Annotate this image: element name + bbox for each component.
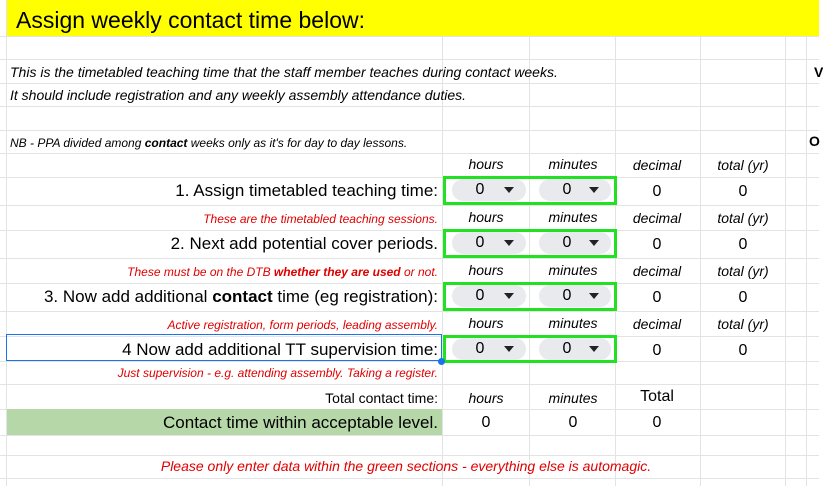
label-suffix: time (eg registration):	[272, 287, 438, 306]
row-label-3[interactable]	[6, 287, 438, 307]
row-label-4[interactable]: 4 Now add additional TT supervision time:	[122, 340, 438, 359]
minutes-dropdown-3[interactable]	[539, 285, 611, 307]
title-banner[interactable]	[7, 0, 819, 36]
dropdown-arrow-icon	[589, 240, 599, 246]
grid-line	[0, 283, 819, 284]
status-message: Contact time within acceptable level.	[163, 413, 438, 432]
dropdown-value: 0	[562, 181, 572, 198]
decimal-value-3[interactable]: 0	[652, 289, 662, 306]
header-hours: hours	[468, 262, 504, 278]
label-prefix: 3. Now add additional	[43, 287, 213, 306]
summary-total-value[interactable]: 0	[652, 414, 662, 431]
header-decimal: decimal	[632, 210, 682, 226]
dropdown-arrow-icon	[589, 293, 599, 299]
nb-note[interactable]	[10, 136, 407, 150]
header-minutes: minutes	[548, 262, 598, 278]
grid-line	[0, 153, 819, 154]
header-total: total (yr)	[717, 157, 769, 173]
header-total: total (yr)	[717, 316, 769, 332]
dropdown-value: 0	[475, 287, 485, 304]
dropdown-arrow-icon	[504, 240, 514, 246]
row-hint-3[interactable]: Active registration, form periods, leading assembly.	[167, 318, 438, 332]
dropdown-value: 0	[562, 340, 572, 357]
dropdown-arrow-icon	[504, 187, 514, 193]
dropdown-value: 0	[562, 234, 572, 251]
minutes-dropdown-1[interactable]	[539, 179, 611, 201]
dropdown-arrow-icon	[589, 346, 599, 352]
total-contact-label[interactable]: Total contact time:	[325, 390, 438, 406]
row-hint-4[interactable]: Just supervision - e.g. attending assembly. Taking a register.	[117, 366, 438, 380]
note-line-1[interactable]: This is the timetabled teaching time that the staff member teaches during contact weeks.	[10, 64, 558, 80]
grid-line	[0, 455, 819, 456]
grid-line	[0, 106, 819, 107]
grid-line	[0, 311, 819, 312]
hint-prefix: These must be on the DTB	[127, 265, 274, 279]
header-minutes: minutes	[548, 315, 598, 331]
grid-line	[0, 130, 819, 131]
summary-header-total: Total	[640, 388, 674, 405]
grid-line	[0, 435, 819, 436]
hours-dropdown-2[interactable]	[452, 232, 526, 254]
header-total: total (yr)	[717, 263, 769, 279]
header-hours: hours	[468, 209, 504, 225]
decimal-value-1[interactable]: 0	[652, 183, 662, 200]
decimal-value-2[interactable]: 0	[652, 236, 662, 253]
header-minutes: minutes	[548, 156, 598, 172]
total-value-3[interactable]: 0	[738, 289, 748, 306]
dropdown-arrow-icon	[589, 187, 599, 193]
status-cell[interactable]	[7, 409, 442, 435]
grid-line	[806, 0, 807, 486]
nb-prefix: NB - PPA divided among	[10, 136, 145, 150]
header-decimal: decimal	[632, 157, 682, 173]
hours-dropdown-4[interactable]	[452, 338, 526, 360]
hours-dropdown-3[interactable]	[452, 285, 526, 307]
total-value-1[interactable]: 0	[738, 183, 748, 200]
grid-line	[0, 384, 819, 385]
row-hint-1[interactable]: These are the timetabled teaching sessions.	[203, 212, 438, 226]
dropdown-value: 0	[475, 181, 485, 198]
total-value-4[interactable]: 0	[738, 342, 748, 359]
page-title: Assign weekly contact time below:	[16, 7, 365, 33]
row-label-1[interactable]: 1. Assign timetabled teaching time:	[175, 181, 438, 200]
decimal-value-4[interactable]: 0	[652, 342, 662, 359]
note-line-2[interactable]: It should include registration and any weekly assembly attendance duties.	[10, 87, 467, 103]
fill-handle[interactable]	[438, 358, 445, 365]
header-hours: hours	[468, 156, 504, 172]
dropdown-arrow-icon	[504, 293, 514, 299]
total-value-2[interactable]: 0	[738, 236, 748, 253]
hours-dropdown-1[interactable]	[452, 179, 526, 201]
nb-suffix: weeks only as it's for day to day lessons.	[187, 136, 408, 150]
header-hours: hours	[468, 315, 504, 331]
offscreen-cell-text: V	[814, 64, 823, 80]
grid-line	[0, 59, 819, 60]
dropdown-value: 0	[475, 340, 485, 357]
grid-line	[0, 361, 819, 362]
summary-minutes-value[interactable]: 0	[568, 414, 578, 431]
grid-line	[0, 478, 819, 479]
summary-header-hours: hours	[468, 390, 504, 406]
offscreen-cell-text: O	[809, 133, 820, 149]
dropdown-value: 0	[475, 234, 485, 251]
header-decimal: decimal	[632, 316, 682, 332]
row-hint-2[interactable]	[6, 265, 438, 279]
grid-line	[0, 258, 819, 259]
hint-suffix: or not.	[400, 265, 438, 279]
minutes-dropdown-4[interactable]	[539, 338, 611, 360]
hint-bold: whether they are used	[273, 265, 401, 279]
grid-line	[0, 230, 819, 231]
nb-bold: contact	[144, 136, 188, 150]
grid-line	[0, 83, 819, 84]
header-decimal: decimal	[632, 263, 682, 279]
label-bold: contact	[212, 287, 273, 306]
row-label-2[interactable]: 2. Next add potential cover periods.	[170, 234, 438, 253]
grid-line	[0, 177, 819, 178]
cell-selection[interactable]	[6, 334, 442, 361]
grid-line	[0, 205, 819, 206]
footer-message[interactable]: Please only enter data within the green sections - everything else is automagic.	[160, 458, 652, 474]
summary-hours-value[interactable]: 0	[481, 414, 491, 431]
minutes-dropdown-2[interactable]	[539, 232, 611, 254]
summary-header-minutes: minutes	[548, 390, 598, 406]
header-total: total (yr)	[717, 210, 769, 226]
dropdown-arrow-icon	[504, 346, 514, 352]
grid-line	[0, 36, 819, 37]
header-minutes: minutes	[548, 209, 598, 225]
dropdown-value: 0	[562, 287, 572, 304]
